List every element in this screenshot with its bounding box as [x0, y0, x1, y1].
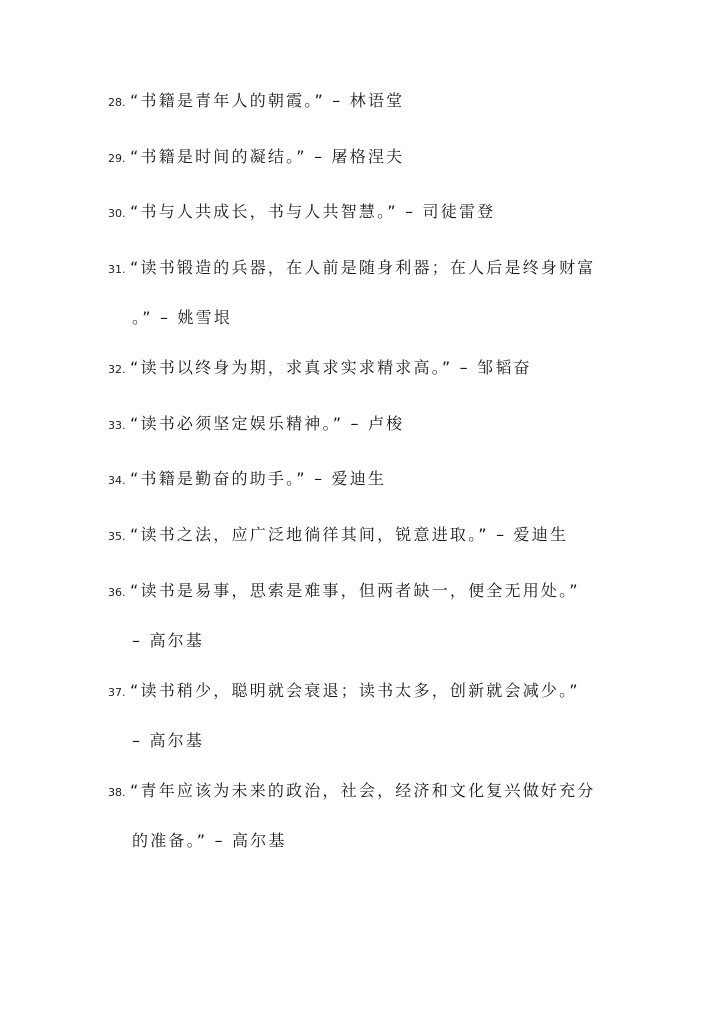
- quote-text-continued: – 高尔基: [132, 731, 205, 750]
- quote-item: [108, 88, 628, 114]
- quote-text: “读书稍少，聪明就会衰退；读书太多，创新就会减少。”: [130, 681, 580, 700]
- quote-text: “书籍是青年人的朝霞。” – 林语堂: [130, 91, 405, 110]
- quote-text: “读书必须坚定娱乐精神。” – 卢梭: [130, 414, 405, 433]
- quote-number: 36.: [108, 586, 126, 599]
- quote-number: 28.: [108, 96, 126, 109]
- quote-item: [108, 466, 628, 492]
- quote-line-continued: [108, 628, 628, 654]
- quote-item: [108, 778, 628, 854]
- quote-text-continued: – 高尔基: [132, 631, 205, 650]
- quote-text-continued: 。” – 姚雪垠: [132, 308, 233, 327]
- quote-number: 29.: [108, 152, 126, 165]
- quote-line: [108, 199, 628, 225]
- quote-item: [108, 411, 628, 437]
- quote-line: [108, 678, 628, 704]
- quote-number: 31.: [108, 263, 126, 276]
- quote-number: 34.: [108, 474, 126, 487]
- quote-text: “读书是易事，思索是难事，但两者缺一，便全无用处。”: [130, 581, 580, 600]
- quote-line: [108, 255, 628, 281]
- quote-line: [108, 466, 628, 492]
- quote-text: “青年应该为未来的政治，社会，经济和文化复兴做好充分: [130, 781, 596, 800]
- quote-number: 32.: [108, 363, 126, 376]
- quote-line: [108, 778, 628, 804]
- quote-number: 35.: [108, 530, 126, 543]
- quote-line-continued: [108, 728, 628, 754]
- quote-line: [108, 88, 628, 114]
- quote-item: [108, 355, 628, 381]
- quote-text: “书籍是时间的凝结。” – 屠格涅夫: [130, 147, 405, 166]
- quote-line: [108, 355, 628, 381]
- quote-text-continued: 的准备。” – 高尔基: [132, 831, 287, 850]
- quote-item: [108, 144, 628, 170]
- quote-number: 37.: [108, 686, 126, 699]
- quote-text: “书与人共成长，书与人共智慧。” – 司徒雷登: [130, 202, 496, 221]
- quote-line: [108, 411, 628, 437]
- quote-item: [108, 255, 628, 331]
- quote-item: [108, 199, 628, 225]
- quote-text: “书籍是勤奋的助手。” – 爱迪生: [130, 469, 387, 488]
- quote-line-continued: [108, 828, 628, 854]
- quote-number: 33.: [108, 419, 126, 432]
- quote-line: [108, 144, 628, 170]
- quote-text: “读书之法，应广泛地徜徉其间，锐意进取。” – 爱迪生: [130, 525, 569, 544]
- quote-line: [108, 578, 628, 604]
- quote-item: [108, 578, 628, 654]
- quote-number: 30.: [108, 207, 126, 220]
- quote-number: 38.: [108, 786, 126, 799]
- quote-text: “读书锻造的兵器，在人前是随身利器；在人后是终身财富: [130, 258, 596, 277]
- quote-item: [108, 678, 628, 754]
- quote-item: [108, 522, 628, 548]
- quote-text: “读书以终身为期，求真求实求精求高。” – 邹韬奋: [130, 358, 532, 377]
- quote-line-continued: [108, 305, 628, 331]
- quote-line: [108, 522, 628, 548]
